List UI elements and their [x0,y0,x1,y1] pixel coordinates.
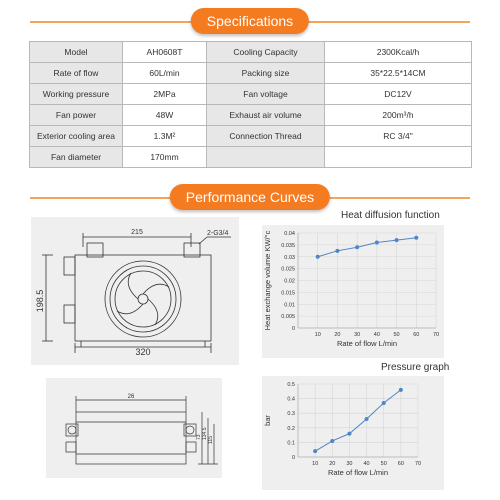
x-tick-label: 50 [380,461,387,467]
spec-value-cell: DC12V [325,84,472,105]
x-tick-label: 30 [346,461,353,467]
dim-right3-label: 115 [208,436,214,444]
dim-right1-label: 73 [196,434,202,440]
chart1-title: Heat diffusion function [341,210,440,221]
spec-label-cell: Fan diameter [30,147,123,168]
chart1-panel [262,225,444,358]
y-tick-label: 0 [291,455,295,461]
x-tick-label: 50 [393,332,400,338]
dim-top-label: 26 [127,394,135,400]
spec-label-cell: Fan power [30,105,123,126]
spec-row [30,147,472,168]
dim-right2-label: 134.5 [202,427,208,440]
spec-label-cell: Connection Thread [207,126,325,147]
series-line [318,238,417,257]
data-point [316,255,320,259]
x-tick-label: 10 [312,461,319,467]
y-tick-label: 0.02 [284,278,295,285]
data-point [414,236,418,240]
series-line [315,390,401,451]
x-tick-label: 40 [363,461,370,467]
spec-row [30,42,472,63]
spec-value-cell: 2MPa [123,84,207,105]
cooler-front-drawing [31,217,239,365]
x-tick-label: 20 [329,461,336,467]
data-point [375,241,379,245]
y-tick-label: 0.03 [284,254,295,261]
data-point [347,432,351,436]
spec-value-cell: 48W [123,105,207,126]
x-tick-label: 40 [373,332,380,338]
spec-value-cell: 200m³/h [325,105,472,126]
spec-label-cell: Fan voltage [207,84,325,105]
spec-label-cell: Exterior cooling area [30,126,123,147]
spec-label-cell: Packing size [207,63,325,84]
y-tick-label: 0.5 [287,382,295,388]
performance-title: Performance Curves [170,184,330,210]
data-point [395,238,399,242]
x-tick-label: 60 [413,332,420,338]
y-tick-label: 0.005 [281,314,295,321]
heat-diffusion-chart [262,225,444,358]
spec-value-cell: 35*22.5*14CM [325,63,472,84]
spec-label-cell [207,147,325,168]
y-tick-label: 0.04 [284,231,295,237]
spec-label-cell: Exhaust air volume [207,105,325,126]
x-axis-label: Rate of flow L/min [327,468,389,477]
y-axis-label: bar [263,415,272,426]
dim-top-label: 215 [131,229,143,236]
data-point [313,449,317,453]
x-tick-label: 20 [334,332,341,338]
y-tick-label: 0.01 [284,302,295,309]
specifications-title: Specifications [191,8,309,34]
spec-row [30,84,472,105]
spec-value-cell [325,147,472,168]
spec-label-cell: Cooling Capacity [207,42,325,63]
chart2-title: Pressure graph [381,362,450,373]
pressure-chart [262,376,444,490]
spec-label-cell: Rate of flow [30,63,123,84]
spec-value-cell: RC 3/4" [325,126,472,147]
spec-value-cell: 60L/min [123,63,207,84]
x-tick-label: 30 [354,332,361,338]
port-label: 2-G3/4 [207,230,229,237]
data-point [335,249,339,253]
spec-row [30,105,472,126]
y-tick-label: 0.2 [287,425,295,432]
x-tick-label: 10 [314,332,321,338]
y-tick-label: 0.035 [281,242,295,249]
y-tick-label: 0.1 [287,440,295,447]
data-point [330,439,334,443]
y-tick-label: 0.015 [281,290,295,297]
spec-label-cell: Working pressure [30,84,123,105]
performance-banner [0,183,500,213]
specifications-table [29,41,472,168]
spec-row [30,126,472,147]
drawing-panel-front [31,217,239,365]
y-axis-label: Heat exchange volume KW/°c [263,230,272,331]
spec-label-cell: Model [30,42,123,63]
drawing-panel-side [46,378,222,478]
dim-bottom-label: 320 [135,347,151,357]
x-tick-label: 60 [397,461,404,467]
y-tick-label: 0 [291,326,295,332]
cooler-side-drawing [46,378,222,478]
y-tick-label: 0.025 [281,266,295,273]
y-tick-label: 0.4 [287,396,295,403]
x-tick-label: 70 [432,332,440,338]
x-tick-label: 70 [414,461,422,467]
spec-value-cell: AH0608T [123,42,207,63]
x-axis-label: Rate of flow L/min [336,339,398,348]
spec-value-cell: 1.3M² [123,126,207,147]
y-tick-label: 0.3 [287,411,295,418]
data-point [382,401,386,405]
spec-row [30,63,472,84]
dim-left-label: 198.5 [35,289,45,313]
chart2-panel [262,376,444,490]
data-point [365,417,369,421]
data-point [355,245,359,249]
specifications-banner [0,7,500,37]
spec-value-cell: 2300Kcal/h [325,42,472,63]
spec-value-cell: 170mm [123,147,207,168]
data-point [399,388,403,392]
